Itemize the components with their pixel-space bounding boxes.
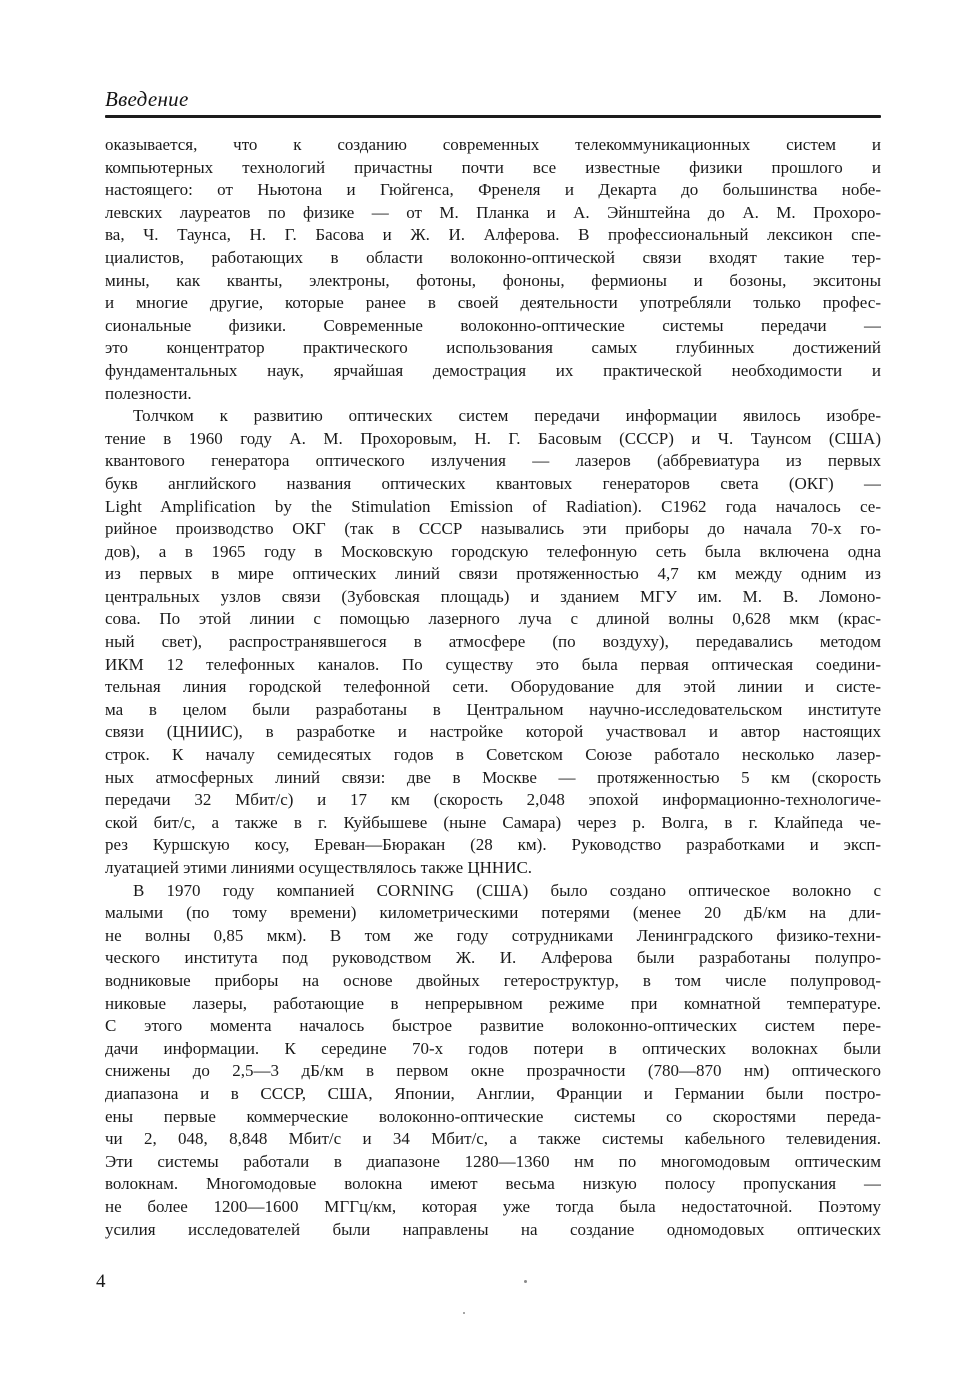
text-line: тельная линия городской телефонной сети. Оборудование для этой линии и систе- [105, 677, 881, 697]
text-line: чи 2, 048, 8,848 Мбит/с и 34 Мбит/с, а также системы кабельного телевидения. [105, 1129, 881, 1149]
text-line: С этого момента началось быстрое развитие волоконно-оптических систем пере- [105, 1016, 881, 1036]
text-line: центральных узлов связи (Зубовская площадь) и зданием МГУ им. М. В. Ломоно- [105, 586, 881, 606]
text-line: полезности. [105, 383, 192, 403]
text-line: настоящего: от Ньютона и Гюйгенса, Френеля и Декарта до большинства нобе- [105, 180, 881, 200]
text-line: водниковые приборы на основе двойных гетероструктур, в том числе полупровод- [105, 970, 881, 990]
text-line: сиональные физики. Современные волоконно-оптические системы передачи — [105, 315, 881, 335]
scan-artifact [524, 1280, 527, 1283]
text-line: усилия исследователей были направлены на создание одномодовых оптических [105, 1219, 881, 1239]
text-line: строк. К началу семидесятых годов в Советском Союзе работало несколько лазер- [105, 745, 881, 765]
text-line: левских лауреатов по физике — от М. Планка и А. Эйнштейна до А. М. Прохоро- [105, 202, 881, 222]
text-line: малыми (по тому времени) километрическими потерями (менее 20 дБ/км на дли- [105, 903, 881, 923]
text-line: диапазона и в СССР, США, Японии, Англии, Франции и Германии были постро- [105, 1083, 881, 1103]
text-line: и многие другие, которые ранее в своей деятельности употребляли только профес- [105, 293, 881, 313]
page-number: 4 [96, 1271, 106, 1292]
text-line: это концентратор практического использования самых глубинных достижений [105, 338, 881, 358]
text-line: ма в целом были разработаны в Центральном научно-исследовательском институте [105, 699, 881, 719]
text-line: никовые лазеры, работающие в непрерывном режиме при комнатной температуре. [105, 993, 881, 1013]
text-line: ческого института под руководством Ж. И. Алферова были разработаны полупро- [105, 948, 881, 968]
text-line: компьютерных технологий причастны почти все известные физики прошлого и [105, 157, 881, 177]
text-line: В 1970 году компанией CORNING (США) было создано оптическое волокно с [133, 880, 881, 900]
text-line: не волны 0,85 мкм). В том же году сотрудниками Ленинградского физико-техни- [105, 925, 881, 945]
text-line: ены первые коммерческие волоконно-оптические системы со скоростями переда- [105, 1106, 881, 1126]
text-line: Эти системы работали в диапазоне 1280—1360 нм по многомодовым оптическим [105, 1151, 881, 1171]
body-text [105, 134, 881, 1241]
header-rule [105, 115, 881, 118]
text-line: передачи 32 Мбит/с) и 17 км (скорость 2,048 эпохой информационно-технологиче- [105, 790, 881, 810]
text-line: квантового генератора оптического излучения — лазеров (аббревиатура из первых [105, 451, 881, 471]
text-line: оказывается, что к созданию современных телекоммуникационных систем и [105, 135, 881, 154]
text-line: мины, как кванты, электроны, фотоны, фононы, фермионы и бозоны, экситоны [105, 270, 881, 290]
text-line: циалистов, работающих в области волоконно-оптической связи входят такие тер- [105, 247, 881, 267]
scan-artifact [463, 1312, 465, 1314]
text-line: ных атмосферных линий связи: две в Москве — протяженностью 5 км (скорость [105, 767, 881, 787]
text-line: фундаментальных наук, ярчайшая демострация их практической необходимости и [105, 360, 881, 380]
text-line: ва, Ч. Таунса, Н. Г. Басова и Ж. И. Алферова. В профессиональный лексикон спе- [105, 225, 881, 245]
text-line: сова. По этой линии с помощью лазерного луча с длиной волны 0,628 мкм (крас- [105, 609, 881, 629]
text-line: из первых в мире оптических линий связи протяженностью 4,7 км между одним из [105, 564, 881, 584]
text-line: тение в 1960 году А. М. Прохоровым, Н. Г. Басовым (СССР) и Ч. Таунсом (США) [105, 428, 881, 448]
text-block [105, 86, 881, 1241]
text-line: дов), а в 1965 году в Московскую городскую телефонную сеть была включена одна [105, 541, 881, 561]
text-line: не более 1200—1600 МГГц/км, которая уже тогда была недостаточной. Поэтому [105, 1196, 881, 1216]
text-line: букв английского названия оптических квантовых генераторов света (ОКГ) — [105, 473, 881, 493]
text-line: ской бит/с, а также в г. Куйбышеве (ныне Самара) через р. Волга, в г. Клайпеда че- [105, 812, 881, 832]
text-line: ИКМ 12 телефонных каналов. По существу это была первая оптическая соедини- [105, 654, 881, 674]
text-line: луатацией этими линиями осуществлялось также ЦННИС. [105, 858, 533, 877]
running-header: Введение [105, 87, 189, 111]
text-line: снижены до 2,5—3 дБ/км в первом окне прозрачности (780—870 нм) оптического [105, 1061, 881, 1081]
text-line: рез Куршскую косу, Ереван—Бюракан (28 км). Руководство разработками и эксп- [105, 835, 881, 855]
text-line: ный свет), распространявшегося в атмосфере (по воздуху), передавались методом [105, 632, 881, 652]
text-line: Толчком к развитию оптических систем передачи информации явилось изобре- [133, 406, 881, 426]
text-line: дачи информации. К середине 70-х годов потери в оптических волокнах были [105, 1038, 881, 1058]
text-line: волокнам. Многомодовые волокна имеют весьма низкую полосу пропускания — [105, 1174, 881, 1194]
text-line: Light Amplification by the Stimulation Emission of Radiation). С1962 года началось се- [105, 496, 881, 516]
text-line: связи (ЦНИИС), в разработке и настройке которой участвовал и автор настоящих [105, 722, 881, 742]
text-line: рийное производство ОКГ (так в СССР назывались эти приборы до начала 70-х го- [105, 519, 881, 539]
